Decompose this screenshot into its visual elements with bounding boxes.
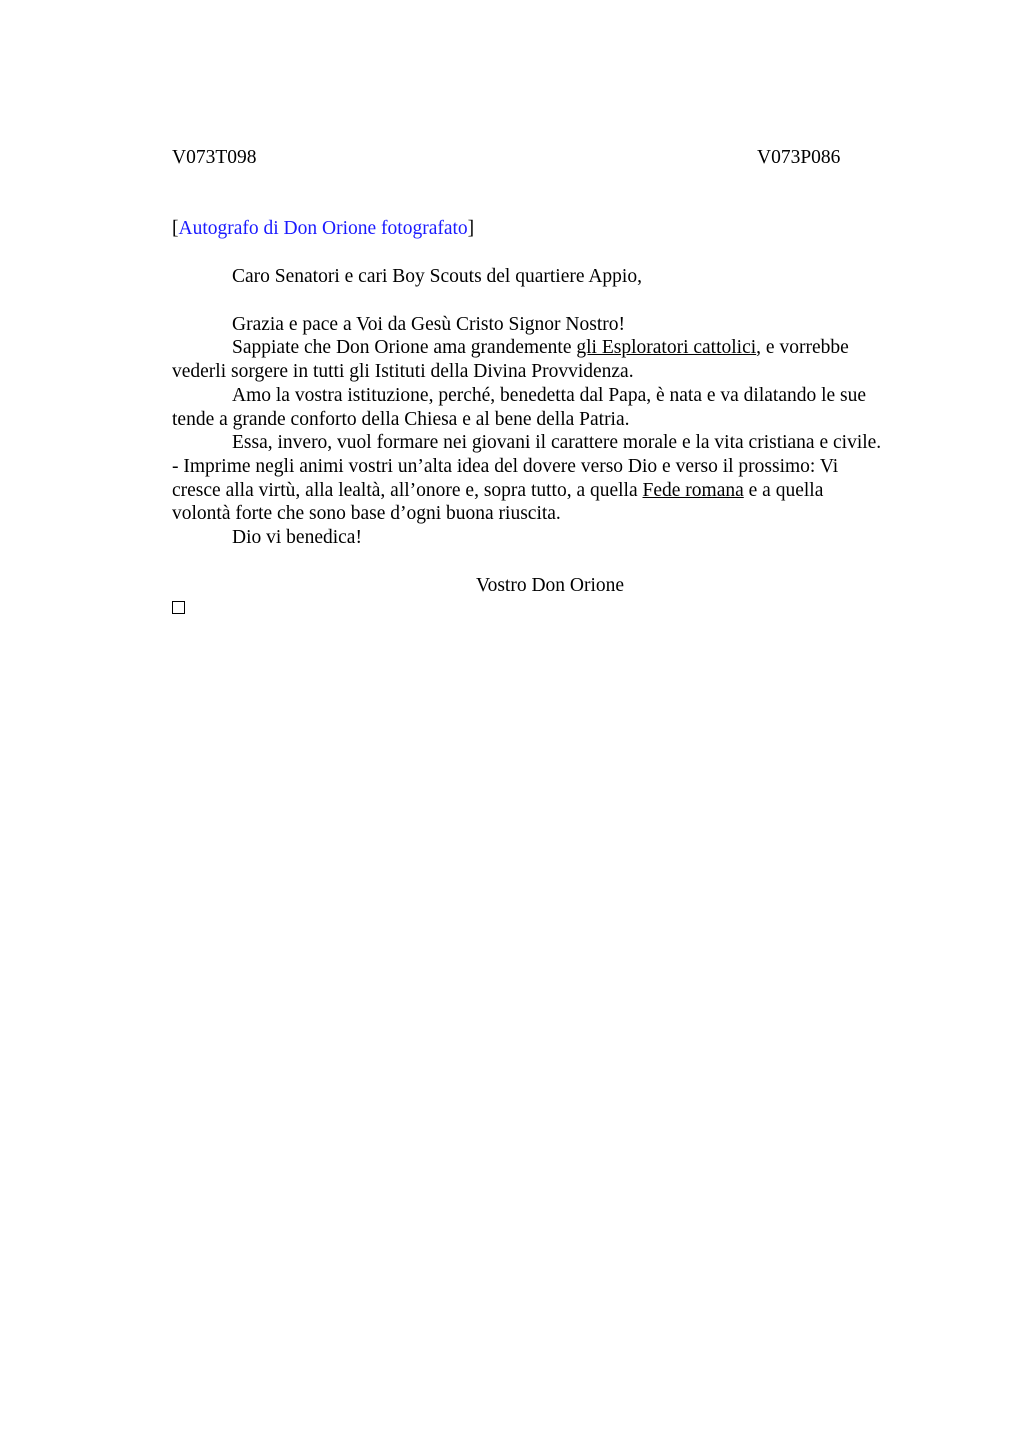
paragraph-1-line-1: Sappiate che Don Orione ama grandemente gli Esploratori cattolici, e vorrebbe bbox=[232, 337, 849, 359]
note-open-bracket: [ bbox=[172, 218, 179, 239]
underlined-fede-romana: Fede romana bbox=[642, 479, 744, 501]
paragraph-3-line-2: - Imprime negli animi vostri un’alta idea del dovere verso Dio e verso il prossimo: Vi bbox=[172, 455, 839, 477]
paragraph-1-line-2: vederli sorgere in tutti gli Istituti della Divina Provvidenza. bbox=[172, 361, 634, 383]
letter-greeting: Grazia e pace a Voi da Gesù Cristo Signor Nostro! bbox=[232, 313, 625, 335]
letter-signature: Vostro Don Orione bbox=[476, 575, 625, 596]
note-text: Autografo di Don Orione fotografato bbox=[178, 218, 468, 239]
paragraph-2-line-1: Amo la vostra istituzione, perché, benedetta dal Papa, è nata e va dilatando le sue bbox=[232, 384, 867, 406]
note-close-bracket: ] bbox=[467, 218, 475, 239]
editorial-note bbox=[172, 217, 474, 241]
underlined-esploratori: gli Esploratori cattolici bbox=[576, 337, 757, 359]
paragraph-3-line-4: volontà forte che sono base d’ogni buona riuscita. bbox=[172, 503, 561, 525]
document-code-left: V073T098 bbox=[172, 147, 257, 168]
letter-salutation: Caro Senatori e cari Boy Scouts del quartiere Appio, bbox=[232, 266, 642, 287]
paragraph-2-line-2: tende a grande conforto della Chiesa e al bene della Patria. bbox=[172, 408, 630, 430]
document-code-right: V073P086 bbox=[757, 147, 841, 168]
paragraph-3-line-3: cresce alla virtù, alla lealtà, all’onore e, sopra tutto, a quella Fede romana e a quella bbox=[172, 479, 824, 501]
letter-body bbox=[172, 265, 922, 550]
letter-blessing: Dio vi benedica! bbox=[232, 527, 362, 549]
paragraph-3-line-1: Essa, invero, vuol formare nei giovani il carattere morale e la vita cristiana e civile. bbox=[232, 432, 882, 454]
empty-square-icon bbox=[172, 601, 185, 614]
